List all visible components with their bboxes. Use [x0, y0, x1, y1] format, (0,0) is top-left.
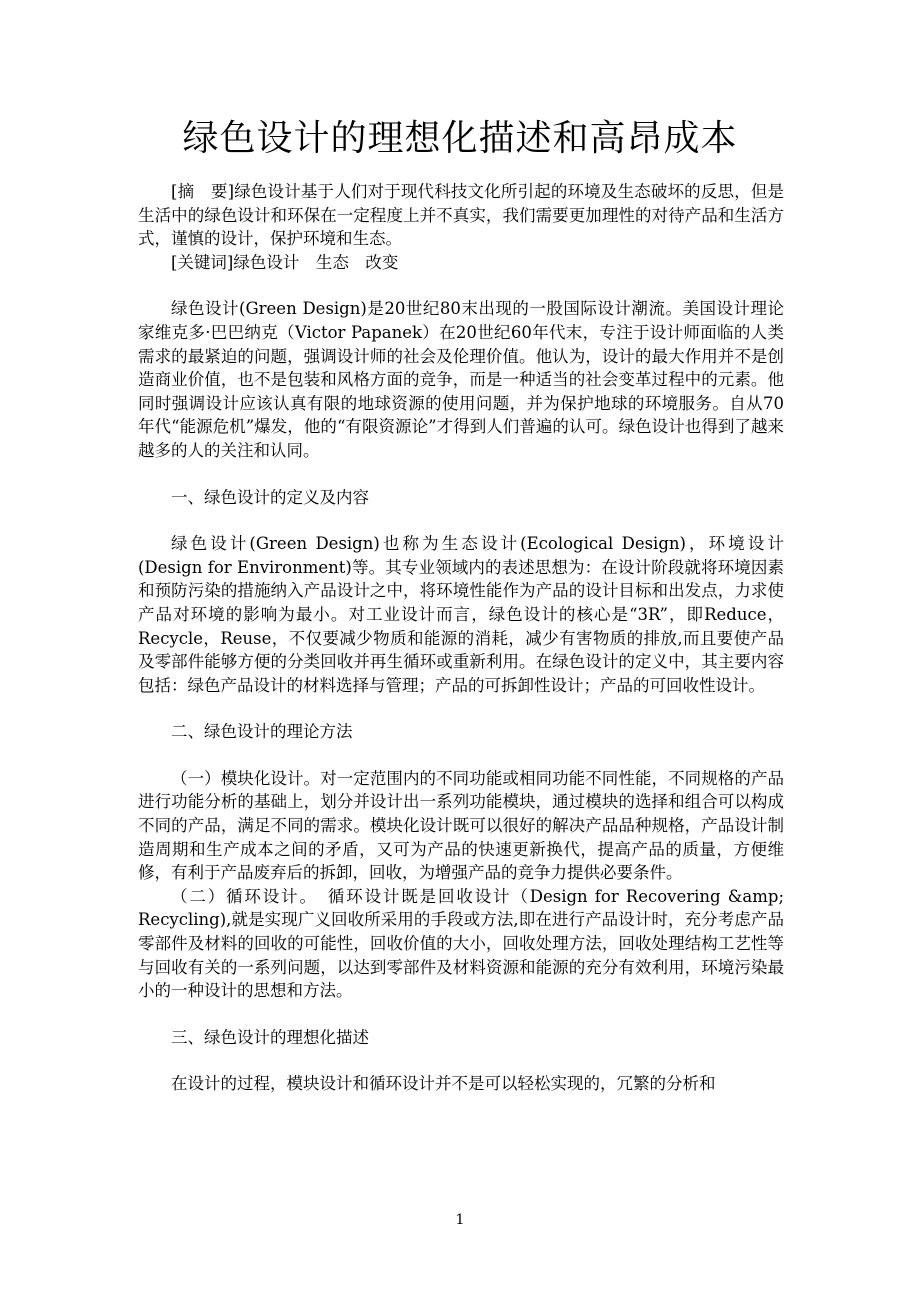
section-2-heading: 二、绿色设计的理论方法 [171, 722, 353, 742]
section-2-paragraph-2: （二）循环设计。 循环设计既是回收设计（Design for Recovering &amp; Recycling),就是实现广义回收所采用的手段或方法,即在进行产品设计时，充分考虑产品零部件及材料的回收的可能性，回收价值的大小，回收处理方法，回收处理结构工艺性等与回收有关的一系列问题，以达到零部件及材料资源和能源的充分有效利用，环境污染最小的一种设计的思想和方法。 [138, 886, 784, 1001]
intro-paragraph: 绿色设计(Green Design)是20世纪80末出现的一股国际设计潮流。美国设计理论家维克多·巴巴纳克（Victor Papanek）在20世纪60年代末，专注于设计师面临的人类需求的最紧迫的问题，强调设计师的社会及伦理价值。他认为，设计的最大作用并不是创造商业价值，也不是包装和风格方面的竞争，而是一种适当的社会变革过程中的元素。他同时强调设计应该认真有限的地球资源的使用问题，并为保护地球的环境服务。自从70年代“能源危机”爆发，他的“有限资源论”才得到人们普遍的认可。绿色设计也得到了越来越多的人的关注和认同。 [138, 299, 784, 460]
keywords: [关键词]绿色设计 生态 改变 [171, 252, 399, 272]
document-body [138, 180, 784, 1096]
section-1-heading: 一、绿色设计的定义及内容 [171, 487, 369, 507]
page-number: 1 [455, 1212, 465, 1228]
section-1-paragraph: 绿色设计(Green Design)也称为生态设计(Ecological Design)，环境设计(Design for Environment)等。其专业领域内的表述思想为：在设计阶段就将环境因素和预防污染的措施纳入产品设计之中，将环境性能作为产品的设计目标和出发点，力求使产品对环境的影响为最小。对工业设计而言，绿色设计的核心是“3R”，即Reduce，Recycle，Reuse，不仅要减少物质和能源的消耗，减少有害物质的排放,而且要使产品及零部件能够方便的分类回收并再生循环或重新利用。在绿色设计的定义中，其主要内容包括：绿色产品设计的材料选择与管理；产品的可拆卸性设计；产品的可回收性设计。 [138, 534, 784, 695]
document-title: 绿色设计的理想化描述和高昂成本 [182, 118, 738, 159]
section-2-paragraph-1: （一）模块化设计。对一定范围内的不同功能或相同功能不同性能，不同规格的产品进行功能分析的基础上，划分并设计出一系列功能模块，通过模块的选择和组合可以构成不同的产品，满足不同的需求。模块化设计既可以很好的解决产品品种规格，产品设计制造周期和生产成本之间的矛盾，又可为产品的快速更新换代，提高产品的质量，方便维修，有利于产品废弃后的拆卸，回收，为增强产品的竞争力提供必要条件。 [138, 768, 784, 883]
section-3-heading: 三、绿色设计的理想化描述 [171, 1027, 369, 1047]
section-3-paragraph: 在设计的过程，模块设计和循环设计并不是可以轻松实现的，冗繁的分析和 [171, 1074, 716, 1094]
abstract: [摘 要]绿色设计基于人们对于现代科技文化所引起的环境及生态破坏的反思，但是生活中的绿色设计和环保在一定程度上并不真实，我们需要更加理性的对待产品和生活方式，谨慎的设计，保护环境和生态。 [138, 182, 784, 249]
